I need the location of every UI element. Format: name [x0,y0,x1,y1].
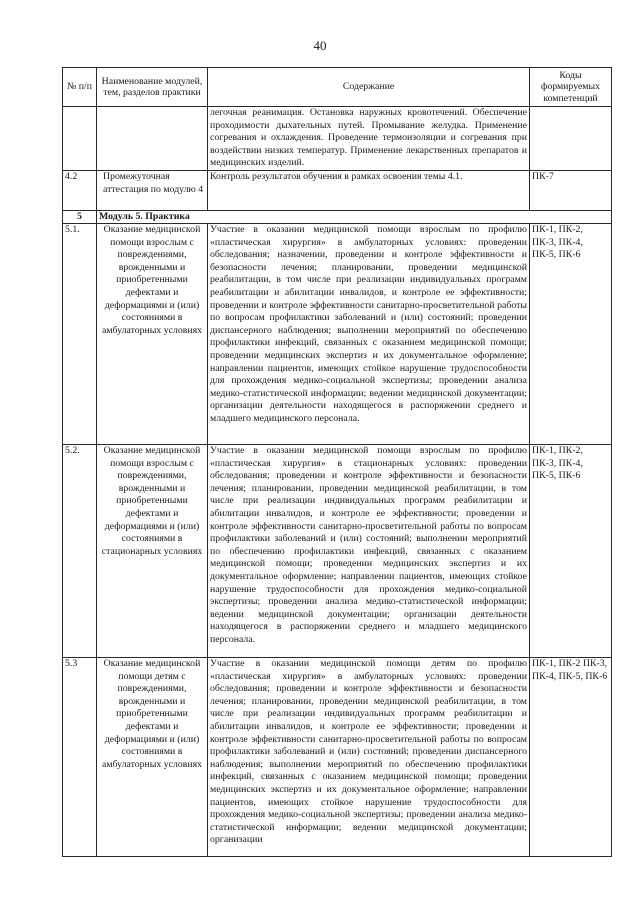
row-codes: ПК-1, ПК-2 ПК-3, ПК-4, ПК-5, ПК-6 [530,657,612,856]
header-content: Содержание [208,68,530,107]
row-content: Участие в оказании медицинской помощи взрослым по профилю «пластическая хирургия» в стационарных условиях: проведении обследования; проведении и контроле эффективности и безопасности лечения; планировании, проведении медицинской реабилитации, в том числе при реализации индивидуальных программ реабилитации и абилитации инвалидов, и контроле ее эффективности; проведении и контроле эффективности санитарно-просветительной работы по вопросам профилактики заболеваний и (или) состояний; выполнении мероприятий по обеспечению профилактики инфекций, связанных с оказанием медицинской помощи; проведении медицинских экспертиз и их документальное оформление; направлении пациентов, имеющих стойкое нарушение трудоспособности для прохождения медико-социальной экспертизы; проведении анализа медико-статистической информации; ведении медицинской документации; организации деятельности находящегося в распоряжении среднего и младшего медицинского персонала. [208,444,530,657]
row-number: 5.1. [63,223,97,444]
curriculum-table [62,67,612,857]
row-name: Оказание медицинской помощи взрослым с повреждениями, врожденными и приобретенными дефектами и деформациями и (или) состояниями в амбулаторных условиях [97,223,208,444]
row-content: легочная реанимация. Остановка наружных кровотечений. Обеспечение проходимости дыхательных путей. Промывание желудка. Применение согревания и охлаждения. Проведение термоизоляции и согревания при воздействии низких температур. Применение лекарственных препаратов и медицинских изделий. [208,107,530,171]
header-codes: Коды формируемых компетенций [530,68,612,107]
row-name: Оказание медицинской помощи детям с повреждениями, врожденными и приобретенными дефектами и деформациями и (или) состояниями в амбулаторных условиях [97,657,208,856]
row-number: 5.2. [63,444,97,657]
module-number: 5 [63,210,97,223]
table-row [63,170,612,210]
row-codes: ПК-7 [530,170,612,210]
row-content: Контроль результатов обучения в рамках освоения темы 4.1. [208,170,530,210]
row-codes: ПК-1, ПК-2, ПК-3, ПК-4, ПК-5, ПК-6 [530,223,612,444]
table-row [63,223,612,444]
page-number: 40 [313,38,327,53]
row-codes: ПК-1, ПК-2, ПК-3, ПК-4, ПК-5, ПК-6 [530,444,612,657]
module-title: Модуль 5. Практика [97,210,612,223]
row-content: Участие в оказании медицинской помощи детям по профилю «пластическая хирургия» в амбулаторных условиях: проведении обследования; проведении и контроле эффективности и безопасности лечения; планировании, проведении медицинской реабилитации, в том числе при реализации индивидуальных программ реабилитации и абилитации инвалидов, и контроле ее эффективности; проведении и контроле эффективности санитарно-просветительной работы по вопросам профилактики заболеваний и (или) состояний; проведении диспансерного наблюдения; выполнении мероприятий по обеспечению профилактики инфекций, связанных с оказанием медицинской помощи; проведении медицинских экспертиз и их документальное оформление; направлении пациентов, имеющих стойкое нарушение трудоспособности для прохождения медико-социальной экспертизы; проведении анализа медико-статистической информации; ведении медицинской документации; организации [208,657,530,856]
header-name: Наименование модулей, тем, разделов практики [97,68,208,107]
row-content: Участие в оказании медицинской помощи взрослым по профилю «пластическая хирургия» в амбулаторных условиях: проведении обследования; назначении, проведении и контроле эффективности и безопасности лечения; планировании, проведении медицинской реабилитации, в том числе при реализации индивидуальных программ реабилитации и абилитации инвалидов, и контроле ее эффективности; проведении и контроле эффективности санитарно-просветительной работы по вопросам профилактики заболеваний и (или) состояний; проведении диспансерного наблюдения; выполнении мероприятий по обеспечению профилактики инфекций, связанных с оказанием медицинской помощи; проведении медицинских экспертиз и их документальное оформление; направлении пациентов, имеющих стойкое нарушение трудоспособности для прохождения медико-социальной экспертизы; проведении анализа медико-статистической информации; ведении медицинской документации; организации деятельности находящегося в распоряжении среднего и младшего медицинского персонала. [208,223,530,444]
table-header-row [63,68,612,107]
row-name [97,107,208,171]
table-row [63,107,612,171]
row-name: Оказание медицинской помощи взрослым с повреждениями, врожденными и приобретенными дефектами и деформациями и (или) состояниями в стационарных условиях [97,444,208,657]
row-codes [530,107,612,171]
row-number [63,107,97,171]
row-number: 5.3 [63,657,97,856]
row-name: Промежуточная аттестация по модулю 4 [97,170,208,210]
table-row [63,444,612,657]
table-row [63,657,612,856]
module-heading-row [63,210,612,223]
row-number: 4.2 [63,170,97,210]
header-number: № п/п [63,68,97,107]
